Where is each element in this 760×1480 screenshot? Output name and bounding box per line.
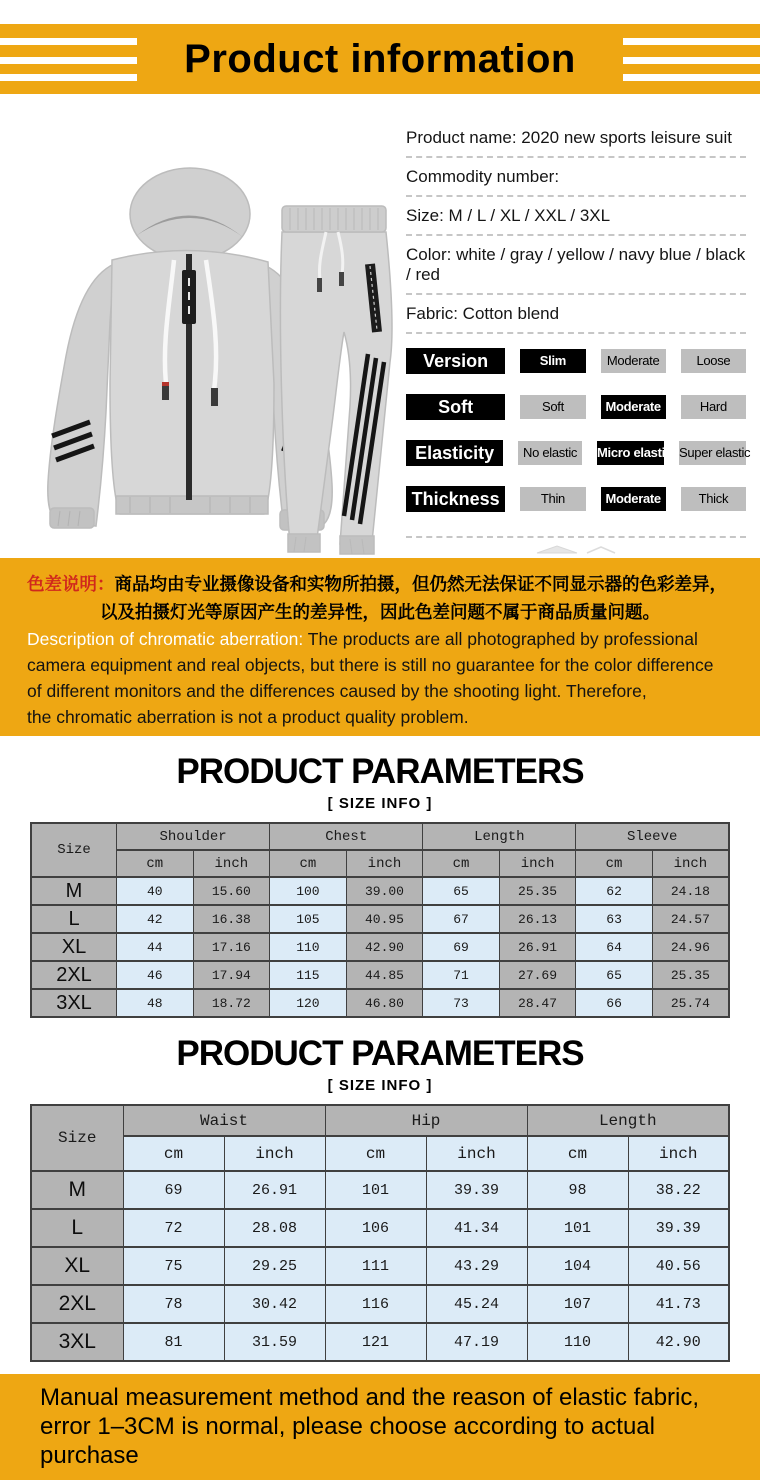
measurement-value: 110 bbox=[527, 1323, 628, 1361]
unit-header: cm bbox=[576, 850, 652, 877]
measurement-value: 107 bbox=[527, 1285, 628, 1323]
attribute-option: Soft bbox=[520, 395, 585, 419]
measurement-value: 40.56 bbox=[628, 1247, 729, 1285]
measurement-value: 78 bbox=[123, 1285, 224, 1323]
size-label: 3XL bbox=[31, 1323, 123, 1361]
chromatic-note-en-text: The products are all photographed by professional bbox=[303, 629, 698, 649]
measurement-value: 39.39 bbox=[426, 1171, 527, 1209]
product-photo bbox=[0, 94, 400, 558]
measurement-value: 64 bbox=[576, 933, 652, 961]
measurement-value: 42.90 bbox=[346, 933, 423, 961]
attribute-option: Thick bbox=[681, 487, 746, 511]
measurement-value: 121 bbox=[325, 1323, 426, 1361]
chromatic-note-en-line: camera equipment and real objects, but there is still no guarantee for the color difference bbox=[27, 655, 714, 675]
measurement-value: 15.60 bbox=[193, 877, 270, 905]
attribute-label: Soft bbox=[406, 394, 505, 420]
product-overview bbox=[0, 94, 760, 558]
attribute-option: No elastic bbox=[518, 441, 582, 465]
measurement-value: 98 bbox=[527, 1171, 628, 1209]
measure-group-header: Chest bbox=[270, 823, 423, 850]
measurement-value: 16.38 bbox=[193, 905, 270, 933]
header-stripe bbox=[623, 38, 760, 45]
page-title: Product information bbox=[184, 37, 576, 81]
unit-header: inch bbox=[628, 1136, 729, 1171]
header-stripe bbox=[623, 57, 760, 64]
measurement-value: 24.96 bbox=[652, 933, 729, 961]
attribute-label: Thickness bbox=[406, 486, 505, 512]
unit-header: cm bbox=[527, 1136, 628, 1171]
measurement-value: 81 bbox=[123, 1323, 224, 1361]
unit-header: cm bbox=[270, 850, 346, 877]
measurement-value: 101 bbox=[527, 1209, 628, 1247]
measure-group-header: Sleeve bbox=[576, 823, 729, 850]
chromatic-note-cn-label: 色差说明： bbox=[27, 574, 115, 594]
measurement-value: 69 bbox=[123, 1171, 224, 1209]
measurement-value: 26.91 bbox=[224, 1171, 325, 1209]
measurement-value: 24.57 bbox=[652, 905, 729, 933]
measurement-value: 25.35 bbox=[499, 877, 576, 905]
measurement-value: 101 bbox=[325, 1171, 426, 1209]
measurement-value: 30.42 bbox=[224, 1285, 325, 1323]
measurement-value: 24.18 bbox=[652, 877, 729, 905]
measurement-value: 105 bbox=[270, 905, 346, 933]
attribute-option: Micro elastic bbox=[597, 441, 664, 465]
unit-header: inch bbox=[224, 1136, 325, 1171]
measurement-value: 73 bbox=[423, 989, 499, 1017]
measurement-value: 31.59 bbox=[224, 1323, 325, 1361]
measurement-value: 110 bbox=[270, 933, 346, 961]
measurement-value: 62 bbox=[576, 877, 652, 905]
measurement-value: 28.08 bbox=[224, 1209, 325, 1247]
measurement-value: 63 bbox=[576, 905, 652, 933]
size-table-row bbox=[31, 1247, 729, 1285]
measurement-value: 39.39 bbox=[628, 1209, 729, 1247]
unit-header: inch bbox=[426, 1136, 527, 1171]
chromatic-note bbox=[0, 558, 760, 736]
attribute-option: Moderate bbox=[601, 395, 666, 419]
product-information-page bbox=[0, 24, 760, 1480]
unit-row bbox=[31, 850, 729, 877]
header-banner bbox=[0, 24, 760, 94]
commodity-number-line: Commodity number: bbox=[406, 167, 746, 197]
watermark-icon bbox=[406, 542, 746, 554]
header-row bbox=[31, 823, 729, 850]
header-stripe bbox=[0, 57, 137, 64]
fabric-line: Fabric: Cotton blend bbox=[406, 304, 746, 334]
measurement-value: 41.73 bbox=[628, 1285, 729, 1323]
size-tables bbox=[0, 752, 760, 1362]
size-label: 3XL bbox=[31, 989, 117, 1017]
size-table bbox=[30, 822, 730, 1018]
measurement-value: 66 bbox=[576, 989, 652, 1017]
size-label: 2XL bbox=[31, 961, 117, 989]
attribute-label: Elasticity bbox=[406, 440, 503, 466]
attribute-row bbox=[406, 486, 746, 512]
measurement-value: 26.13 bbox=[499, 905, 576, 933]
chromatic-note-en-line: of different monitors and the differences caused by the shooting light. Therefore, bbox=[27, 681, 647, 701]
attribute-row bbox=[406, 440, 751, 466]
section-title: PRODUCT PARAMETERS bbox=[176, 1034, 584, 1073]
attribute-option: Moderate bbox=[601, 349, 666, 373]
measurement-value: 104 bbox=[527, 1247, 628, 1285]
attribute-label: Version bbox=[406, 348, 505, 374]
measurement-value: 67 bbox=[423, 905, 499, 933]
measurement-value: 42 bbox=[117, 905, 193, 933]
attribute-option: Moderate bbox=[601, 487, 666, 511]
measurement-value: 26.91 bbox=[499, 933, 576, 961]
section-subtitle: [ SIZE INFO ] bbox=[327, 795, 433, 812]
unit-header: inch bbox=[499, 850, 576, 877]
attribute-row bbox=[406, 348, 746, 374]
measurement-value: 41.34 bbox=[426, 1209, 527, 1247]
size-table-row bbox=[31, 1171, 729, 1209]
chromatic-note-en-line: the chromatic aberration is not a product quality problem. bbox=[27, 707, 469, 727]
divider-dashed bbox=[406, 536, 746, 538]
measurement-value: 116 bbox=[325, 1285, 426, 1323]
section-subtitle: [ SIZE INFO ] bbox=[327, 1077, 433, 1094]
measurement-value: 44 bbox=[117, 933, 193, 961]
chromatic-note-cn-line: 以及拍摄灯光等原因产生的差异性，因此色差问题不属于商品质量问题。 bbox=[100, 602, 660, 622]
unit-header: inch bbox=[652, 850, 729, 877]
size-table-section bbox=[0, 752, 760, 1018]
measurement-value: 111 bbox=[325, 1247, 426, 1285]
measurement-value: 40.95 bbox=[346, 905, 423, 933]
unit-row bbox=[31, 1136, 729, 1171]
size-label: M bbox=[31, 877, 117, 905]
attribute-option: Slim bbox=[520, 349, 585, 373]
size-table-row bbox=[31, 1285, 729, 1323]
measurement-value: 47.19 bbox=[426, 1323, 527, 1361]
measurement-value: 39.00 bbox=[346, 877, 423, 905]
size-table-row bbox=[31, 961, 729, 989]
measure-group-header: Length bbox=[527, 1105, 729, 1136]
size-corner-header: Size bbox=[31, 823, 117, 877]
measurement-value: 18.72 bbox=[193, 989, 270, 1017]
header-stripe bbox=[623, 74, 760, 81]
measurement-value: 48 bbox=[117, 989, 193, 1017]
measurement-value: 71 bbox=[423, 961, 499, 989]
measurement-value: 17.16 bbox=[193, 933, 270, 961]
unit-header: cm bbox=[117, 850, 193, 877]
size-label: XL bbox=[31, 933, 117, 961]
unit-header: cm bbox=[123, 1136, 224, 1171]
measure-group-header: Hip bbox=[325, 1105, 527, 1136]
measurement-value: 40 bbox=[117, 877, 193, 905]
footer-note bbox=[0, 1374, 760, 1480]
measurement-value: 65 bbox=[576, 961, 652, 989]
attribute-option: Hard bbox=[681, 395, 746, 419]
unit-header: cm bbox=[325, 1136, 426, 1171]
size-label: XL bbox=[31, 1247, 123, 1285]
measurement-value: 25.74 bbox=[652, 989, 729, 1017]
unit-header: inch bbox=[346, 850, 423, 877]
product-name-line: Product name: 2020 new sports leisure suit bbox=[406, 128, 746, 158]
measurement-value: 72 bbox=[123, 1209, 224, 1247]
measurement-value: 46 bbox=[117, 961, 193, 989]
size-corner-header: Size bbox=[31, 1105, 123, 1171]
chromatic-note-en-label: Description of chromatic aberration: bbox=[27, 629, 304, 649]
size-table bbox=[30, 1104, 730, 1362]
unit-header: cm bbox=[423, 850, 499, 877]
size-label: 2XL bbox=[31, 1285, 123, 1323]
footer-line: Manual measurement method and the reason of elastic fabric, bbox=[40, 1384, 700, 1411]
size-table-row bbox=[31, 877, 729, 905]
section-title: PRODUCT PARAMETERS bbox=[176, 752, 584, 791]
measurement-value: 120 bbox=[270, 989, 346, 1017]
unit-header: inch bbox=[193, 850, 270, 877]
measurement-value: 65 bbox=[423, 877, 499, 905]
measurement-value: 46.80 bbox=[346, 989, 423, 1017]
size-label: M bbox=[31, 1171, 123, 1209]
size-table-row bbox=[31, 933, 729, 961]
measurement-value: 28.47 bbox=[499, 989, 576, 1017]
size-table-section bbox=[0, 1034, 760, 1362]
size-table-row bbox=[31, 1323, 729, 1361]
measurement-value: 38.22 bbox=[628, 1171, 729, 1209]
measurement-value: 17.94 bbox=[193, 961, 270, 989]
chromatic-note-cn-text: 商品均由专业摄像设备和实物所拍摄，但仍然无法保证不同显示器的色彩差异， bbox=[114, 574, 727, 594]
measurement-value: 75 bbox=[123, 1247, 224, 1285]
attribute-rows bbox=[406, 348, 751, 512]
measure-group-header: Waist bbox=[123, 1105, 325, 1136]
measurement-value: 45.24 bbox=[426, 1285, 527, 1323]
size-label: L bbox=[31, 1209, 123, 1247]
size-table-row bbox=[31, 905, 729, 933]
measurement-value: 29.25 bbox=[224, 1247, 325, 1285]
size-table-row bbox=[31, 989, 729, 1017]
color-line: Color: white / gray / yellow / navy blue / black / red bbox=[406, 245, 746, 295]
measure-group-header: Shoulder bbox=[117, 823, 270, 850]
attribute-option: Super elastic bbox=[679, 441, 746, 465]
measurement-value: 44.85 bbox=[346, 961, 423, 989]
size-table-row bbox=[31, 1209, 729, 1247]
attribute-option: Loose bbox=[681, 349, 746, 373]
measurement-value: 25.35 bbox=[652, 961, 729, 989]
attribute-option: Thin bbox=[520, 487, 585, 511]
header-stripe bbox=[0, 38, 137, 45]
header-row bbox=[31, 1105, 729, 1136]
chromatic-note-cn-line bbox=[0, 570, 760, 598]
measurement-value: 115 bbox=[270, 961, 346, 989]
chromatic-note-en-line bbox=[0, 626, 760, 652]
measurement-value: 69 bbox=[423, 933, 499, 961]
header-stripe bbox=[0, 74, 137, 81]
measure-group-header: Length bbox=[423, 823, 576, 850]
measurement-value: 27.69 bbox=[499, 961, 576, 989]
product-details bbox=[400, 94, 752, 558]
measurement-value: 43.29 bbox=[426, 1247, 527, 1285]
measurement-value: 106 bbox=[325, 1209, 426, 1247]
size-line: Size: M / L / XL / XXL / 3XL bbox=[406, 206, 746, 236]
measurement-value: 100 bbox=[270, 877, 346, 905]
attribute-row bbox=[406, 394, 746, 420]
size-label: L bbox=[31, 905, 117, 933]
measurement-value: 42.90 bbox=[628, 1323, 729, 1361]
footer-line: error 1–3CM is normal, please choose according to actual purchase bbox=[40, 1413, 655, 1469]
